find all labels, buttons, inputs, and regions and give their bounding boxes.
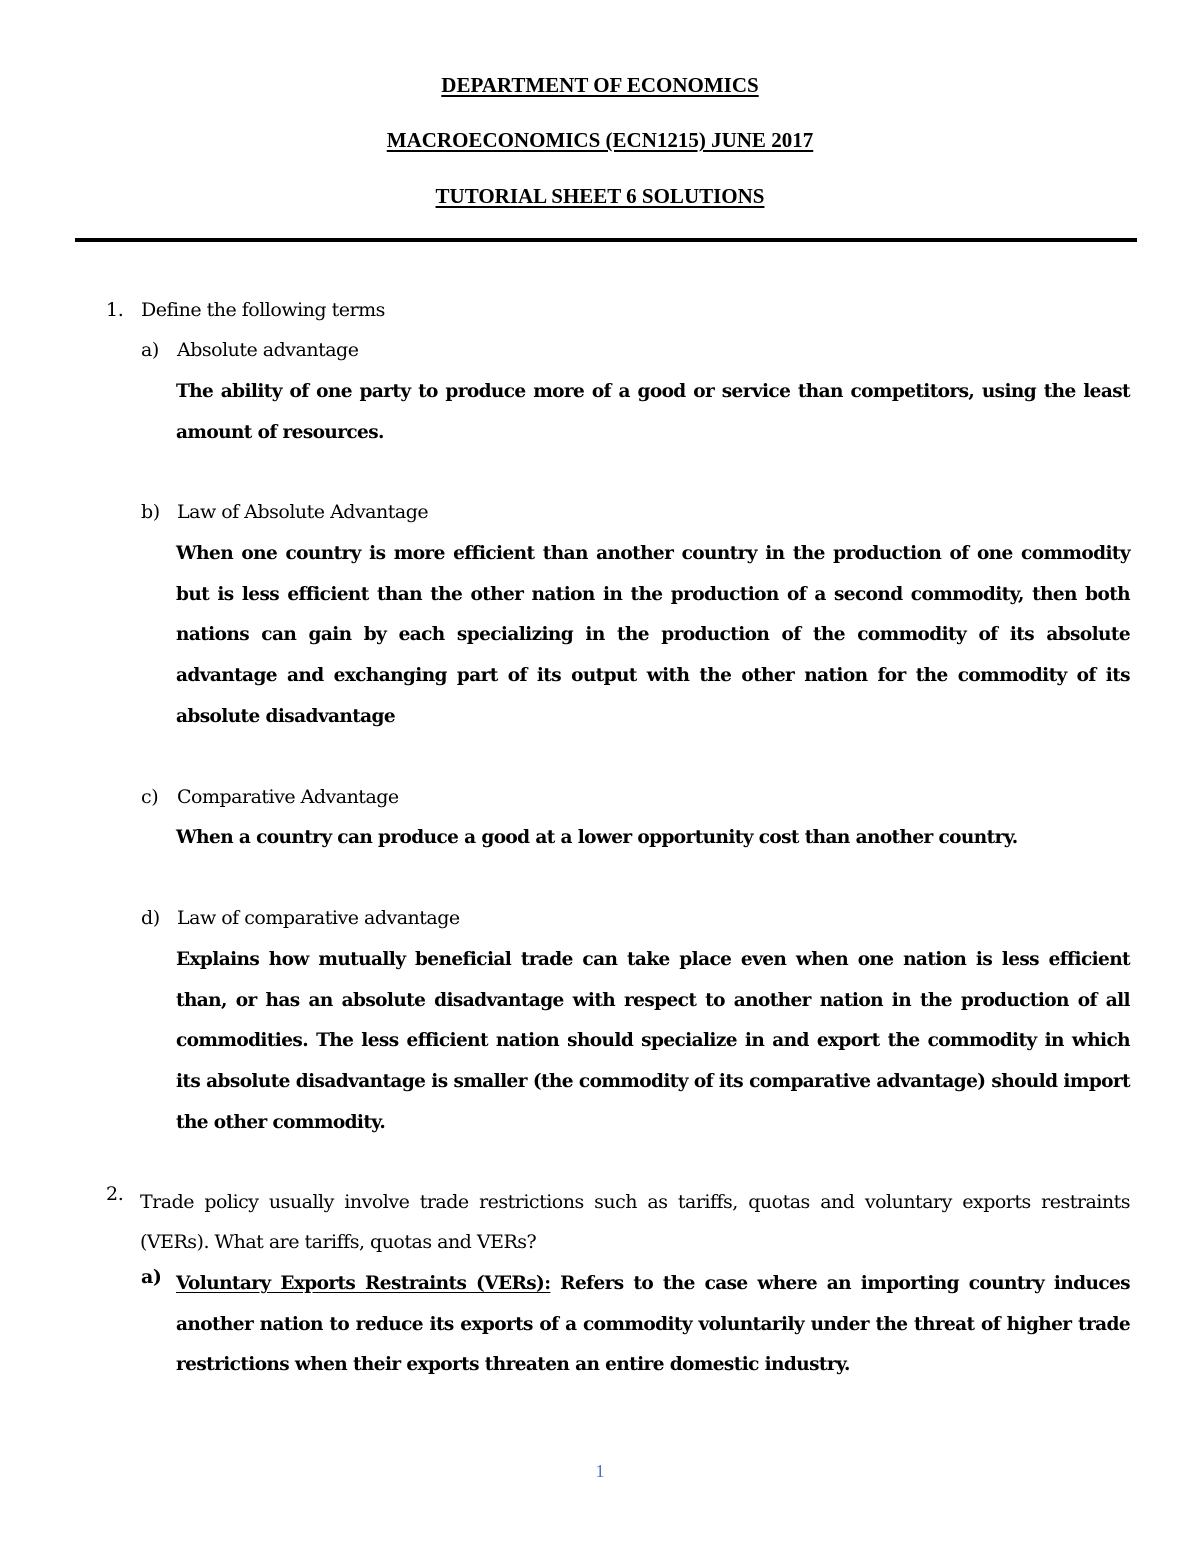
question-1b-answer: When one country is more efficient than another country in the production of one commodity but is less efficient than the other nation in the production of a second commodity, then both nations can gain by each specializing in the production of the commodity of its absolute advantage and exchanging part of its output with the other nation for the commodity of its absolute disadvantage <box>176 543 1130 727</box>
department-title: DEPARTMENT OF ECONOMICS <box>441 73 759 97</box>
question-1d-letter: d) <box>141 907 160 929</box>
question-1c-answer: When a country can produce a good at a lower opportunity cost than another country. <box>176 827 1018 848</box>
question-1a-letter: a) <box>141 339 159 361</box>
question-1d-answer: Explains how mutually beneficial trade can take place even when one nation is less efficient than, or has an absolute disadvantage with respect to another nation in the production of all commodities. The less efficient nation should specialize in and export the commodity in which its absolute disadvantage is smaller (the commodity of its comparative advantage) should import the other commodity. <box>176 949 1130 1133</box>
header-divider <box>75 238 1137 242</box>
question-2-prompt: Trade policy usually involve trade restrictions such as tariffs, quotas and voluntary exports restraints (VERs). What are tariffs, quotas and VERs? <box>140 1191 1130 1253</box>
question-1c-term: Comparative Advantage <box>177 786 399 808</box>
sheet-title: TUTORIAL SHEET 6 SOLUTIONS <box>435 184 765 208</box>
question-1-prompt: Define the following terms <box>141 299 385 321</box>
question-1c-letter: c) <box>141 786 159 808</box>
question-2-number: 2. <box>106 1183 124 1205</box>
question-2a-term: Voluntary Exports Restraints (VERs): <box>176 1273 551 1294</box>
question-2a-answer: Refers to the case where an importing country induces another nation to reduce its exports of a commodity voluntarily under the threat of higher trade restrictions when their exports threaten an entire domestic industry. <box>176 1273 1130 1376</box>
question-1-number: 1. <box>106 299 124 321</box>
question-1b-letter: b) <box>141 501 160 523</box>
question-1d-term: Law of comparative advantage <box>177 907 460 929</box>
question-1a-answer: The ability of one party to produce more of a good or service than competitors, using the least amount of resources. <box>176 381 1130 443</box>
question-1b-term: Law of Absolute Advantage <box>177 501 429 523</box>
question-2a-letter: a) <box>141 1266 162 1288</box>
course-title: MACROECONOMICS (ECN1215) JUNE 2017 <box>386 128 814 152</box>
question-1a-term: Absolute advantage <box>177 339 359 361</box>
page-number: 1 <box>595 1461 605 1481</box>
question-2a-answer-block <box>176 1264 1130 1386</box>
